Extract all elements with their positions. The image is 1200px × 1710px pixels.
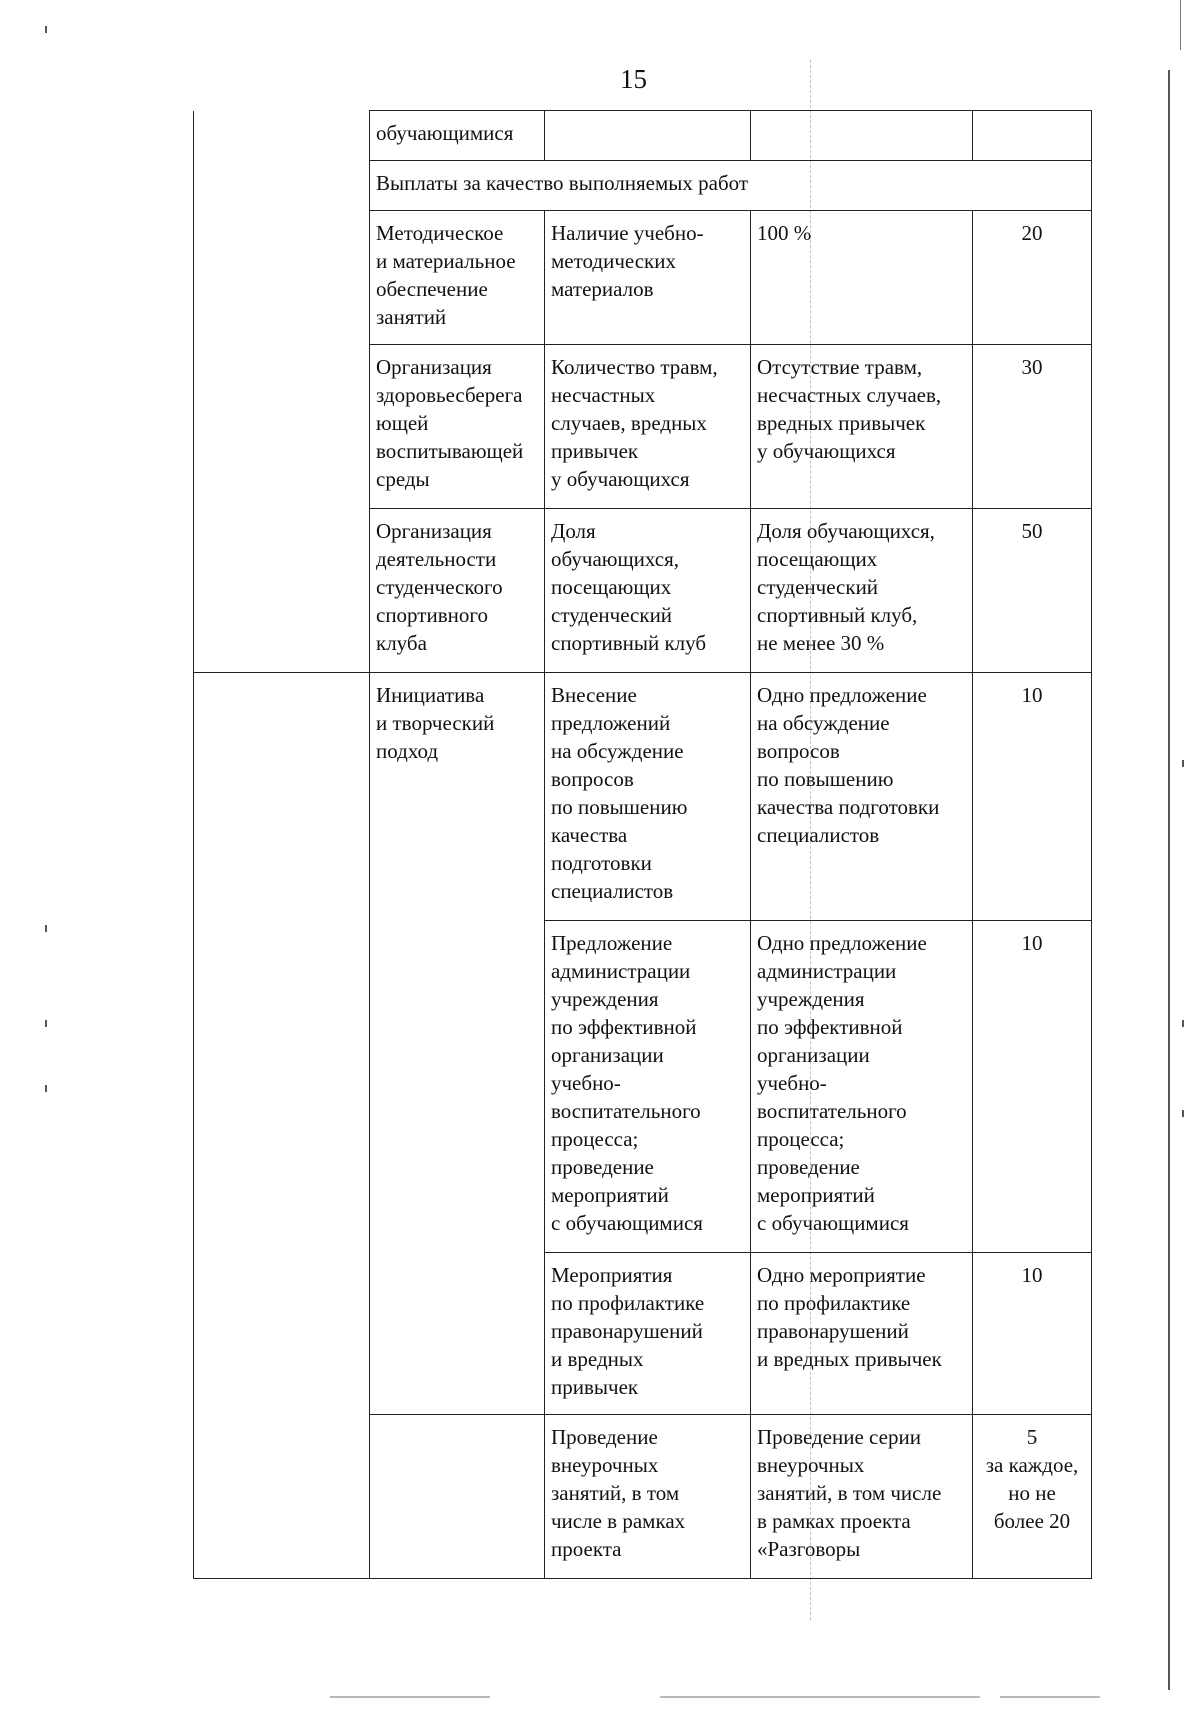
- indicator-name-cell: [370, 921, 545, 1253]
- indicator-name-cell: Организация деятельности студенческого спортивного клуба: [370, 509, 545, 673]
- indicator-name-cell: Организация здоровьесберега ющей воспитывающей среды: [370, 345, 545, 509]
- scan-noise: [660, 1696, 980, 1698]
- scan-noise: [1000, 1696, 1100, 1698]
- scan-speck: [1182, 1110, 1184, 1117]
- points-cell: 20: [973, 211, 1092, 345]
- position-cell: [194, 1415, 370, 1579]
- condition-cell: 100 %: [751, 211, 973, 345]
- scan-edge-line: [1168, 70, 1170, 1690]
- criterion-cell: Наличие учебно- методических материалов: [545, 211, 751, 345]
- criterion-cell: Доля обучающихся, посещающих студенческий спортивный клуб: [545, 509, 751, 673]
- condition-cell: Одно мероприятие по профилактике правонарушений и вредных привычек: [751, 1253, 973, 1415]
- condition-cell: Одно предложение на обсуждение вопросов по повышению качества подготовки специалистов: [751, 673, 973, 921]
- page-number: 15: [620, 64, 647, 94]
- indicator-name-cell: [370, 1415, 545, 1579]
- table-row: [194, 509, 1092, 673]
- indicator-name-cell: Инициатива и творческий подход: [370, 673, 545, 921]
- scan-edge-line-top: [1180, 0, 1181, 50]
- position-cell: [194, 111, 370, 161]
- condition-cell: Доля обучающихся, посещающих студенческий спортивный клуб, не менее 30 %: [751, 509, 973, 673]
- position-cell: [194, 161, 370, 211]
- position-cell: [194, 345, 370, 509]
- scan-speck: [45, 1020, 47, 1027]
- table-row: [194, 1415, 1092, 1579]
- points-cell: 10: [973, 1253, 1092, 1415]
- position-cell: [194, 1253, 370, 1415]
- scan-speck: [45, 925, 47, 932]
- section-row: [194, 161, 1092, 211]
- points-cell: 30: [973, 345, 1092, 509]
- condition-cell: Проведение серии внеурочных занятий, в том числе в рамках проекта «Разговоры: [751, 1415, 973, 1579]
- criterion-cell: Внесение предложений на обсуждение вопросов по повышению качества подготовки специалистов: [545, 673, 751, 921]
- criterion-cell: Предложение администрации учреждения по эффективной организации учебно- воспитательного процесса; проведение мероприятий с обучающимися: [545, 921, 751, 1253]
- table-row: [194, 673, 1092, 921]
- points-cell: 5 за каждое, но не более 20: [973, 1415, 1092, 1579]
- indicator-name-cell: обучающимися: [370, 111, 545, 161]
- points-cell: 10: [973, 673, 1092, 921]
- position-cell: [194, 509, 370, 673]
- position-cell: [194, 673, 370, 921]
- position-cell: [194, 211, 370, 345]
- scan-noise: [330, 1696, 490, 1698]
- condition-cell: Отсутствие травм, несчастных случаев, вредных привычек у обучающихся: [751, 345, 973, 509]
- table-row: [194, 111, 1092, 161]
- criteria-table: [193, 110, 1092, 1579]
- points-cell: 50: [973, 509, 1092, 673]
- indicator-name-cell: Методическое и материальное обеспечение занятий: [370, 211, 545, 345]
- scan-speck: [45, 26, 47, 33]
- criterion-cell: Количество травм, несчастных случаев, вредных привычек у обучающихся: [545, 345, 751, 509]
- scan-speck: [1182, 1020, 1184, 1027]
- points-cell: 10: [973, 921, 1092, 1253]
- points-cell: [973, 111, 1092, 161]
- criterion-cell: Мероприятия по профилактике правонарушений и вредных привычек: [545, 1253, 751, 1415]
- condition-cell: Одно предложение администрации учреждения по эффективной организации учебно- воспитательного процесса; проведение мероприятий с обучающимися: [751, 921, 973, 1253]
- table-row: [194, 1253, 1092, 1415]
- criterion-cell: [545, 111, 751, 161]
- section-title: Выплаты за качество выполняемых работ: [370, 161, 1092, 211]
- scan-speck: [45, 1085, 47, 1092]
- position-cell: [194, 921, 370, 1253]
- criterion-cell: Проведение внеурочных занятий, в том числе в рамках проекта: [545, 1415, 751, 1579]
- table-row: [194, 345, 1092, 509]
- table-row: [194, 211, 1092, 345]
- indicator-name-cell: [370, 1253, 545, 1415]
- scan-speck: [1182, 760, 1184, 767]
- table-row: [194, 921, 1092, 1253]
- condition-cell: [751, 111, 973, 161]
